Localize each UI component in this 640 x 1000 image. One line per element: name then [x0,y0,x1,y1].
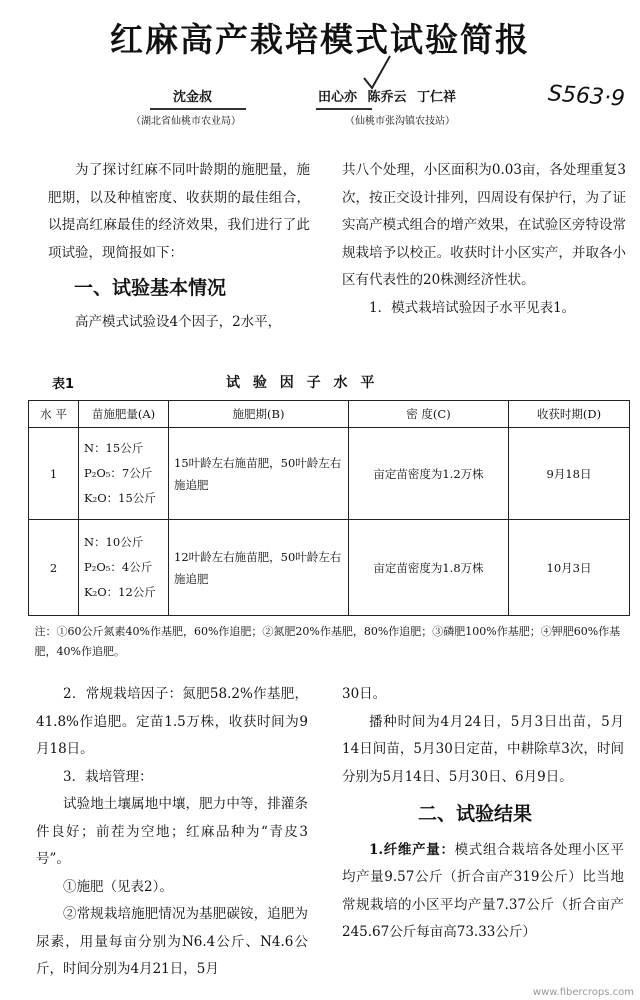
header-harvest-time: 收获时期(D) [509,401,630,428]
period-cell: 12叶龄左右施苗肥，50叶龄左右施追肥 [169,520,349,616]
author-2-underline [316,108,372,110]
author-2: 田心亦 陈乔云 丁仁祥 [318,90,457,105]
table-1-label: 表1 [52,377,75,392]
watermark-text: www.fibercrops.com [532,987,634,998]
author-1-underline [150,108,246,110]
fertilizer-n: N：10公斤 [84,535,144,549]
subitem-1-text: ①施肥（见表2）。 [63,878,173,895]
handwritten-check-mark [362,54,392,94]
factor-level-table [28,400,630,662]
item-2-text: 2．常规栽培因子：氮肥58.2%作基肥，41.8%作追肥。定苗1.5万株，收获时间为9月18日。 [36,686,308,757]
result-text: 模式组合栽培各处理小区平均产量9.57公斤（折合亩产319公斤）比当地常规栽培的小区平均产量7.37公斤（折合亩产245.67公斤每亩高73.33公斤） [342,841,625,940]
header-fertilizing-period: 施肥期(B) [169,401,349,428]
table-note-row [29,616,630,663]
density-cell: 亩定苗密度为1.2万株 [349,428,509,520]
fertilizer-cell [79,520,169,616]
item-3-text: 试验地土壤属地中壤，肥力中等，排灌条件良好；前茬为空地；红麻品种为“青皮3号”。 [36,796,308,867]
right-column-bottom [342,681,624,947]
header-level: 水 平 [29,401,79,428]
author-1: 沈金叔 [173,90,213,105]
continuation-text: 30日。 [342,686,387,702]
intro-paragraph: 为了探讨红麻不同叶龄期的施肥量，施肥期，以及种植密度、收获期的最佳组合，以提高红麻最佳的经济效果，我们进行了此项试验，现简报如下： [48,162,310,261]
result-paragraph [342,837,624,947]
level-cell: 1 [29,428,79,520]
section-2-heading: 二、试验结果 [418,803,533,825]
subitem-2-text: ②常规栽培施肥情况为基肥碳铵，追肥为尿素，用量每亩分别为N6.4公斤、N4.6公斤，时间分别为4月21日，5月 [36,906,308,977]
right-column-top [342,157,626,322]
item-3-heading: 3．栽培管理： [63,768,153,785]
sowing-text: 播种时间为4月24日，5月3日出苗，5月14日间苗，5月30日定苗，中耕除草3次，时间分别为5月14日、5月30日、6月9日。 [342,713,624,785]
result-lead: 1.纤维产量： [369,841,455,858]
table-row [29,520,630,616]
item-1-text: 1．模式栽培试验因子水平见表1。 [369,299,576,316]
left-column-top [48,157,310,336]
fertilizer-k: K₂O：12公斤 [84,585,156,599]
density-cell: 亩定苗密度为1.8万株 [349,520,509,616]
left-column-bottom [36,681,308,984]
fertilizer-p: P₂O₅：7公斤 [84,466,153,480]
handwritten-call-number: S563·9 [547,81,626,112]
section-1-first-line: 高产模式试验设4个因子，2水平， [75,313,282,330]
author-1-affiliation: （湖北省仙桃市农业局） [131,116,241,127]
fertilizer-k: K₂O：15公斤 [84,491,156,505]
harvest-cell: 9月18日 [509,428,630,520]
table-row [29,428,630,520]
level-cell: 2 [29,520,79,616]
header-density: 密 度(C) [349,401,509,428]
header-fertilizer-amount: 苗施肥量(A) [79,401,169,428]
harvest-cell: 10月3日 [509,520,630,616]
fertilizer-n: N：15公斤 [84,441,144,455]
period-cell: 15叶龄左右施苗肥，50叶龄左右施追肥 [169,428,349,520]
table-1-title: 试 验 因 子 水 平 [226,375,379,391]
paper-title: 红麻高产栽培模式试验简报 [110,20,530,59]
design-paragraph: 共八个处理，小区面积为0.03亩，各处理重复3次，按正交设计排列，四周设有保护行，为了证实高产模式组合的增产效果，在试验区旁特设常规栽培予以校正。收获时计小区实产，并取各小区有代表性的20株测经济性状。 [342,162,626,288]
author-2-affiliation: （仙桃市张沟镇农技站） [345,116,455,127]
table-header-row [29,401,630,428]
fertilizer-cell [79,428,169,520]
fertilizer-p: P₂O₅：4公斤 [84,560,153,574]
table-note: 注：①60公斤氮素40%作基肥，60%作追肥；②氮肥20%作基肥，80%作追肥；③磷肥100%作基肥；④钾肥60%作基肥，40%作追肥。 [34,625,621,658]
section-1-heading: 一、试验基本情况 [74,277,227,299]
